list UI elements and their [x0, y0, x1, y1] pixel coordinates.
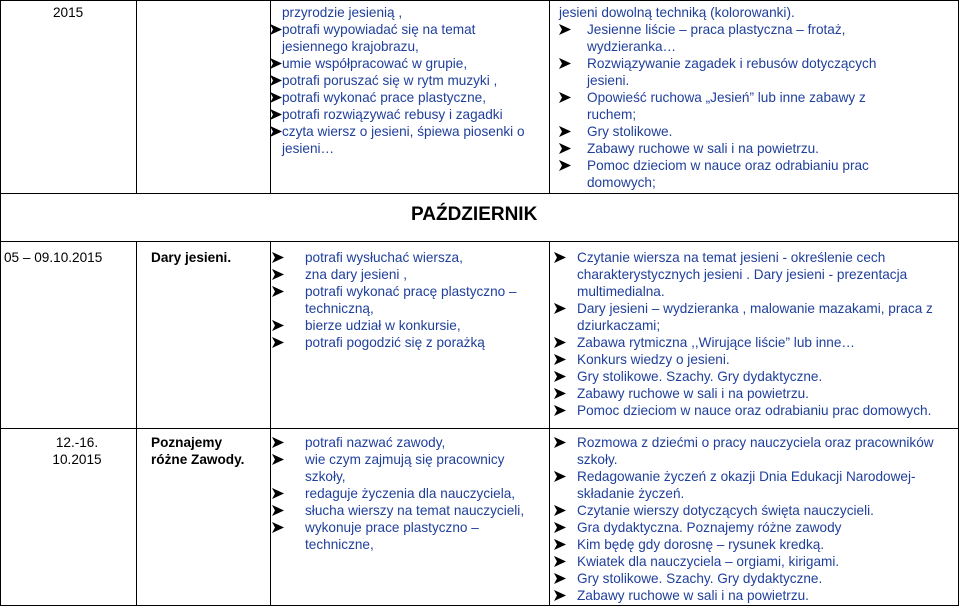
list-item — [279, 485, 544, 502]
row3-date-text: 12.-16. 10.2015 — [52, 435, 102, 467]
row1-activities — [559, 4, 899, 191]
list-item-text: przyrodzie jesienią , — [282, 5, 403, 20]
list-item-text: wykonuje prace plastyczno – techniczne, — [305, 520, 479, 552]
list-item-text: potrafi wysłuchać wiersza, — [305, 250, 463, 265]
month-header: PAŹDZIERNIK — [411, 204, 538, 225]
list-item — [559, 385, 951, 402]
list-item — [559, 468, 951, 502]
list-item — [559, 519, 951, 536]
list-item — [282, 89, 544, 106]
list-item — [559, 89, 899, 123]
list-item — [282, 123, 544, 157]
list-item — [279, 434, 544, 451]
list-item-text: Pomoc dzieciom w nauce oraz odrabianiu prac domowych; — [587, 158, 869, 190]
list-item — [282, 72, 544, 89]
row1-date: 2015 — [53, 5, 84, 20]
row3-activities — [559, 434, 951, 604]
list-item — [559, 502, 951, 519]
list-item-text: potrafi wykonać prace plastyczne, — [282, 90, 487, 105]
list-item — [282, 21, 544, 55]
list-item — [559, 434, 951, 468]
list-item-text: Kwiatek dla nauczyciela – orgiami, kirigami. — [577, 554, 840, 569]
list-item — [279, 519, 544, 553]
arrow-bullet-icon — [272, 337, 284, 348]
list-item — [279, 317, 544, 334]
arrow-bullet-icon — [554, 252, 566, 263]
arrow-bullet-icon — [554, 522, 566, 533]
list-item-text: zna dary jesieni , — [305, 267, 408, 282]
list-item — [279, 249, 544, 266]
list-item — [559, 587, 951, 604]
list-item — [559, 4, 899, 21]
arrow-bullet-icon — [559, 92, 571, 103]
row2-goals — [282, 249, 544, 351]
arrow-bullet-icon — [270, 58, 282, 69]
list-item — [282, 4, 544, 21]
arrow-bullet-icon — [554, 303, 566, 314]
list-item-text: Czytanie wierszy dotyczących święta nauczycieli. — [577, 503, 874, 518]
list-item — [559, 21, 899, 55]
arrow-bullet-icon — [554, 539, 566, 550]
row2-date: 05 – 09.10.2015 — [4, 250, 103, 265]
list-item — [559, 351, 951, 368]
list-item-text: Zabawa rytmiczna ,,Wirujące liście” lub inne… — [577, 335, 856, 350]
list-item-text: Redagowanie życzeń z okazji Dnia Edukacji Narodowej- składanie życzeń. — [577, 469, 916, 501]
list-item — [559, 140, 899, 157]
list-item-text: Jesienne liście – praca plastyczna – frotaż, wydzieranka… — [587, 22, 846, 54]
arrow-bullet-icon — [272, 286, 284, 297]
list-item — [559, 402, 951, 419]
arrow-bullet-icon — [554, 337, 566, 348]
arrow-bullet-icon — [559, 143, 571, 154]
arrow-bullet-icon — [270, 75, 282, 86]
arrow-bullet-icon — [272, 320, 284, 331]
list-item — [279, 283, 544, 317]
arrow-bullet-icon — [272, 488, 284, 499]
list-item — [559, 368, 951, 385]
list-item — [279, 502, 544, 519]
list-item-text: wie czym zajmują się pracownicy szkoły, — [305, 452, 505, 484]
arrow-bullet-icon — [270, 126, 282, 137]
list-item — [559, 570, 951, 587]
list-item — [279, 266, 544, 283]
arrow-bullet-icon — [272, 454, 284, 465]
list-item-text: Opowieść ruchowa „Jesień” lub inne zabawy z ruchem; — [587, 90, 866, 122]
list-item-text: bierze udział w konkursie, — [305, 318, 461, 333]
list-item-text: potrafi pogodzić się z porażką — [305, 335, 485, 350]
arrow-bullet-icon — [272, 505, 284, 516]
list-item-text: Dary jesieni – wydzieranka , malowanie mazakami, praca z dziurkaczami; — [577, 301, 933, 333]
arrow-bullet-icon — [272, 522, 284, 533]
arrow-bullet-icon — [554, 590, 566, 601]
row3-goals — [282, 434, 544, 553]
row2-topic: Dary jesieni. — [151, 250, 232, 265]
list-item — [559, 123, 899, 140]
list-item-text: słucha wierszy na temat nauczycieli, — [305, 503, 525, 518]
arrow-bullet-icon — [559, 58, 571, 69]
arrow-bullet-icon — [554, 371, 566, 382]
arrow-bullet-icon — [554, 573, 566, 584]
arrow-bullet-icon — [559, 160, 571, 171]
list-item-text: Kim będę gdy dorosnę – rysunek kredką. — [577, 537, 825, 552]
list-item — [282, 55, 544, 72]
arrow-bullet-icon — [554, 437, 566, 448]
list-item — [559, 300, 951, 334]
list-item-text: potrafi wypowiadać się na temat jesiennego krajobrazu, — [282, 22, 476, 54]
arrow-bullet-icon — [554, 556, 566, 567]
list-item-text: Zabawy ruchowe w sali i na powietrzu. — [587, 141, 819, 156]
row1-goals — [282, 4, 544, 157]
list-item-text: Rozwiązywanie zagadek i rebusów dotyczących jesieni. — [587, 56, 877, 88]
arrow-bullet-icon — [554, 388, 566, 399]
list-item-text: Gry stolikowe. Szachy. Gry dydaktyczne. — [577, 369, 823, 384]
list-item — [559, 249, 951, 300]
list-item-text: potrafi rozwiązywać rebusy i zagadki — [282, 107, 503, 122]
list-item-text: Gra dydaktyczna. Poznajemy różne zawody — [577, 520, 842, 535]
list-item-text: Gry stolikowe. — [587, 124, 673, 139]
list-item — [559, 334, 951, 351]
list-item-text: Zabawy ruchowe w sali i na powietrzu. — [577, 386, 809, 401]
list-item — [279, 451, 544, 485]
arrow-bullet-icon — [559, 24, 571, 35]
list-item — [559, 536, 951, 553]
list-item-text: redaguje życzenia dla nauczyciela, — [305, 486, 516, 501]
list-item-text: Rozmowa z dziećmi o pracy nauczyciela oraz pracowników szkoły. — [577, 435, 934, 467]
arrow-bullet-icon — [554, 471, 566, 482]
list-item-text: Pomoc dzieciom w nauce oraz odrabianiu prac domowych. — [577, 403, 932, 418]
row2-activities — [559, 249, 951, 419]
list-item — [559, 157, 899, 191]
list-item — [559, 553, 951, 570]
arrow-bullet-icon — [554, 405, 566, 416]
arrow-bullet-icon — [554, 505, 566, 516]
arrow-bullet-icon — [272, 437, 284, 448]
list-item-text: jesieni dowolną techniką (kolorowanki). — [559, 5, 795, 20]
arrow-bullet-icon — [270, 92, 282, 103]
row3-date — [42, 434, 112, 468]
arrow-bullet-icon — [272, 269, 284, 280]
list-item — [279, 334, 544, 351]
list-item-text: potrafi wykonać pracę plastyczno – techniczną, — [305, 284, 517, 316]
arrow-bullet-icon — [270, 24, 282, 35]
list-item-text: potrafi poruszać się w rytm muzyki , — [282, 73, 498, 88]
list-item-text: czyta wiersz o jesieni, śpiewa piosenki o jesieni… — [282, 124, 525, 156]
list-item-text: Czytanie wiersza na temat jesieni - określenie cech charakterystycznych jesieni . Dary jesieni - prezentacja multimedialna. — [577, 250, 908, 299]
row3-topic: Poznajemy różne Zawody. — [151, 435, 245, 467]
list-item-text: Zabawy ruchowe w sali i na powietrzu. — [577, 588, 809, 603]
list-item — [559, 55, 899, 89]
list-item-text: Gry stolikowe. Szachy. Gry dydaktyczne. — [577, 571, 823, 586]
arrow-bullet-icon — [554, 354, 566, 365]
list-item-text: umie współpracować w grupie, — [282, 56, 468, 71]
list-item-text: Konkurs wiedzy o jesieni. — [577, 352, 730, 367]
arrow-bullet-icon — [559, 126, 571, 137]
arrow-bullet-icon — [272, 252, 284, 263]
list-item-text: potrafi nazwać zawody, — [305, 435, 446, 450]
list-item — [282, 106, 544, 123]
arrow-bullet-icon — [270, 109, 282, 120]
